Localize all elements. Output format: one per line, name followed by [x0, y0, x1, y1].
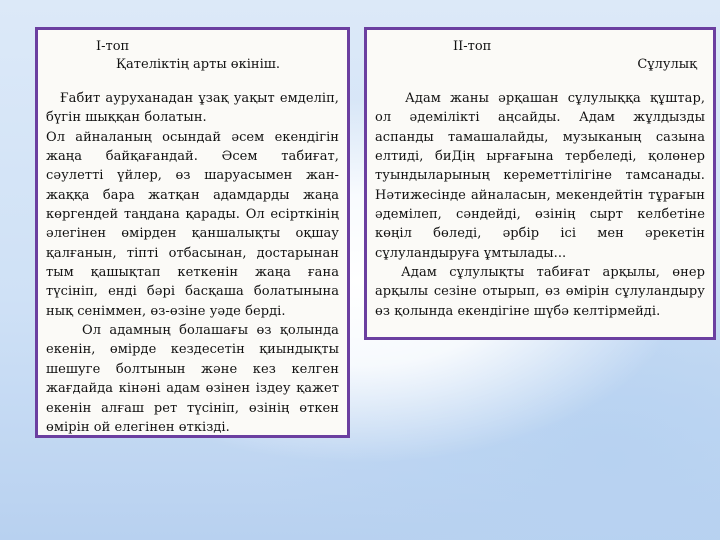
- text-subtitle: Қателіктің арты өкініш.: [116, 57, 280, 72]
- group-title: II-топ: [453, 39, 492, 54]
- text-subtitle: Сұлулық: [637, 57, 697, 72]
- paragraph: Адам сұлулықты табиғат арқылы, өнер арқылы сезіне отырып, өз өмірін сұлуландыру өз қолында екендігіне шүбә келтірмейді.: [375, 265, 705, 319]
- text-card-group-1: [35, 27, 350, 438]
- group-title: I-топ: [96, 39, 130, 54]
- spacer: [375, 74, 705, 89]
- paragraph: Ол адамның болашағы өз қолында екенін, өмірде кездесетін қиындықты шешуге болтынын және кез келген жағдайда кінәні адам өзінен іздеу қажет екенін алғаш рет түсініп, өзінің өткен өмірін ой елегінен өткізді.: [46, 323, 339, 435]
- paragraph: Ол айналаның осындай әсем екендігін жаңа байқағандай. Әсем табиғат, сәулетті үйлер, өз шаруасымен жан-жаққа бара жатқан адамдарды жаңа көргендей таңдана қарады. Ол есірткінің әлегінен өмірден қаншалықты оқшау қалғанын, тіпті отбасынан, достарынан тым қашықтап кеткенін жаңа ғана түсініп, енді бәрі басқаша болатынына нық сеніммен, өз-өзіне уәде берді.: [46, 129, 339, 319]
- paragraph: Ғабит ауруханадан ұзақ уақыт емделіп, бүгін шыққан болатын.: [46, 91, 339, 126]
- text-card-group-2: [364, 27, 716, 340]
- paragraph: Адам жаны әрқашан сұлулыққа құштар, ол әдемілікті аңсайды. Адам жұлдызды аспанды тамашалайды, музыканың сазына елтиді, биДің ырғағына тербеледі, қолөнер туындыларының кереметтілігіне тамсанады. Нәтижесінде айналасын, мекендейтін тұрағын әдемілеп, сәндейді, өзінің сырт келбетіне көңіл бөледі, әрбір ісі мен әрекетін сұлуландыруға ұмтылады...: [375, 91, 705, 261]
- spacer: [46, 74, 339, 89]
